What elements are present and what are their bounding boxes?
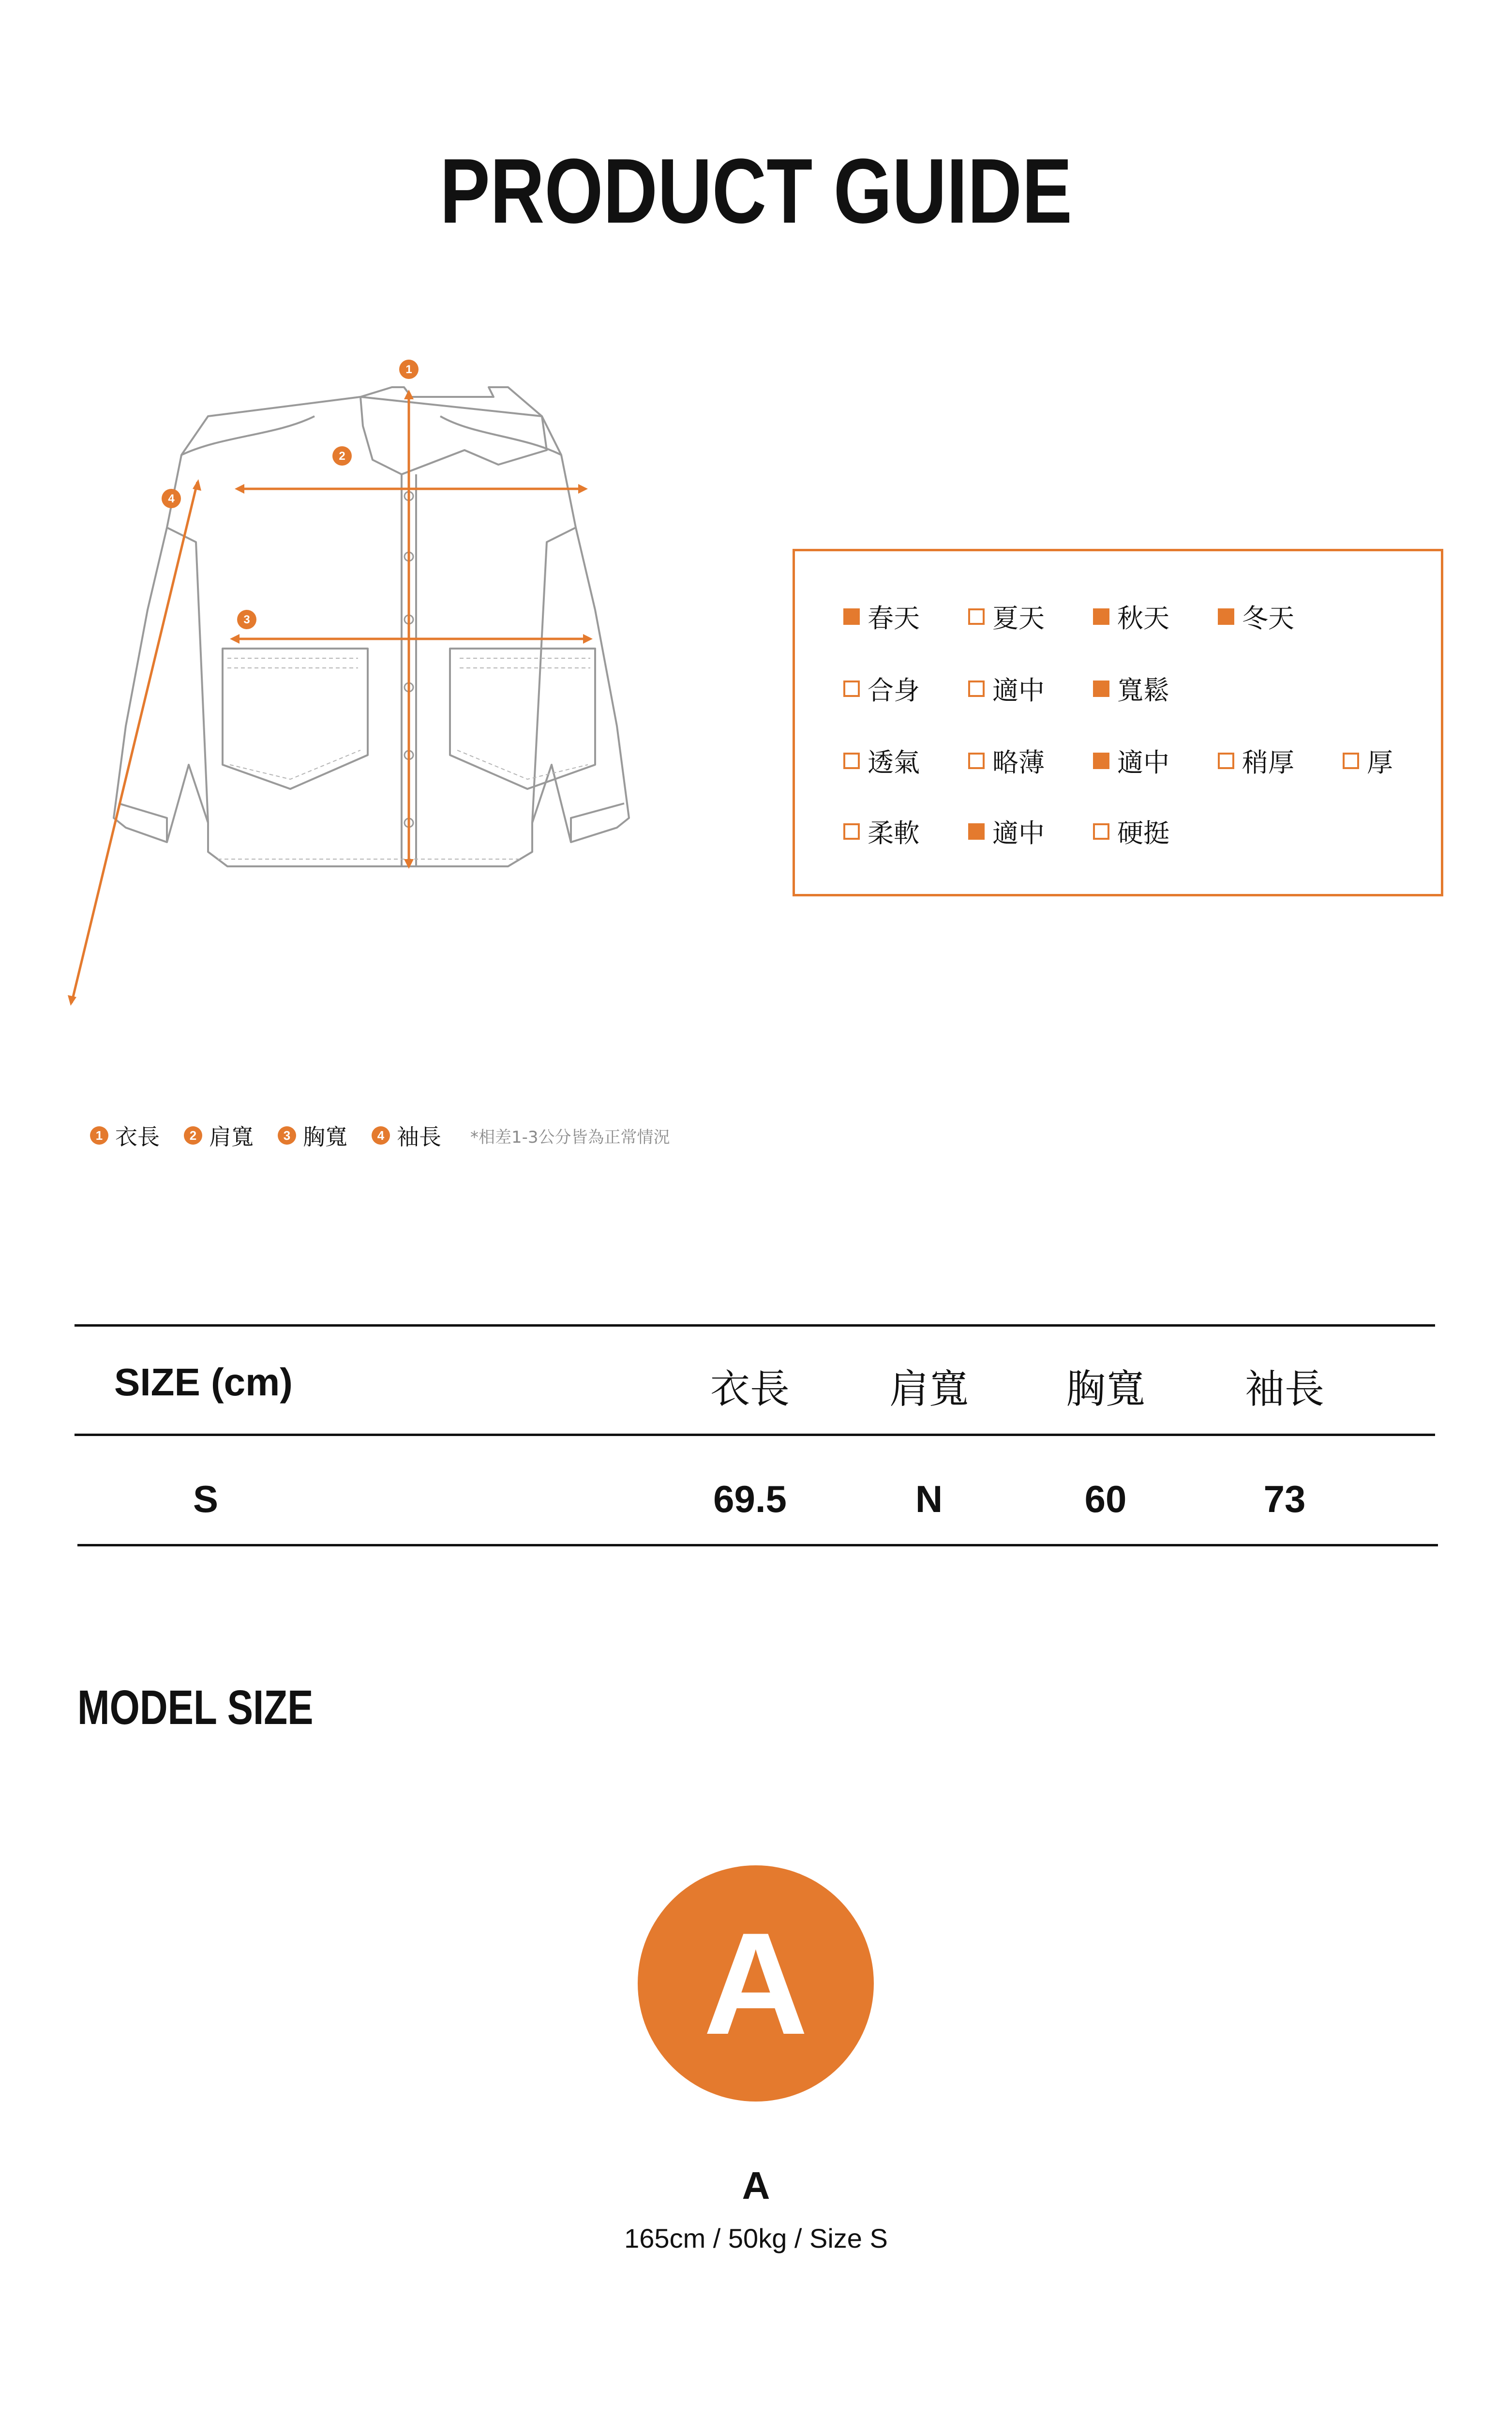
marker-1 [399,360,419,379]
property-option [1343,742,1401,779]
table-header-rule [75,1434,1435,1436]
legend-item-length [90,1119,160,1151]
table-cell-sleeve: 73 [1263,1478,1306,1520]
checkbox-unchecked [843,823,860,840]
option-label: 適中 [992,818,1045,848]
legend-num: 4 [372,1126,390,1145]
page-title: PRODUCT GUIDE [439,140,1073,242]
option-label: 適中 [1117,747,1169,778]
option-label: 春天 [868,603,920,634]
option-label: 透氣 [868,747,920,778]
table-header-chest: 胸寬 [1065,1366,1145,1412]
property-option [968,813,1093,850]
table-cell-shoulder: N [915,1478,943,1520]
property-option [1218,742,1343,779]
marker-3-label: 3 [243,613,250,626]
table-cell-length: 69.5 [713,1478,787,1520]
checkbox-unchecked [1218,753,1234,769]
jacket-outline [114,387,629,866]
legend-num: 3 [278,1126,296,1145]
property-option [1093,742,1218,779]
option-label: 適中 [992,675,1045,706]
checkbox-unchecked [968,753,985,769]
property-option [968,670,1093,707]
marker-3 [237,610,256,629]
option-label: 略薄 [992,747,1045,778]
property-option [843,670,968,707]
property-option [843,813,968,850]
property-option [1093,598,1218,635]
model-detail: 165cm / 50kg / Size S [624,2223,888,2254]
fit-row [843,670,1218,707]
checkbox-checked [843,608,860,625]
property-option [1218,598,1343,635]
property-option [1093,813,1218,850]
texture-row [843,813,1218,850]
legend-num: 2 [184,1126,202,1145]
property-option [968,598,1093,635]
table-top-rule [75,1324,1435,1327]
checkbox-checked [1093,681,1109,697]
sleeve-line [72,482,197,1003]
checkbox-unchecked [1343,753,1359,769]
option-label: 厚 [1367,747,1393,778]
legend-label: 袖長 [397,1124,441,1150]
checkbox-checked [1218,608,1234,625]
property-option [968,742,1093,779]
option-label: 夏天 [992,603,1045,634]
model-badge: A [638,1865,874,2102]
product-properties-panel [793,549,1443,896]
table-header-sleeve: 袖長 [1244,1366,1324,1412]
checkbox-unchecked [968,681,985,697]
table-bottom-rule [77,1544,1438,1546]
table-cell-size: S [193,1478,219,1520]
thickness-row [843,742,1401,779]
jacket-measurement-diagram [63,339,789,1065]
legend-label: 肩寬 [209,1124,254,1150]
option-label: 合身 [868,675,920,706]
legend-label: 衣長 [115,1124,160,1150]
legend-num: 1 [90,1126,108,1145]
measurement-markers [162,360,419,629]
property-option [1093,670,1218,707]
property-option [843,742,968,779]
option-label: 硬挺 [1117,818,1169,848]
checkbox-checked [968,823,985,840]
option-label: 寬鬆 [1117,675,1169,706]
table-header-length: 衣長 [710,1366,790,1412]
legend-item-sleeve [372,1119,441,1151]
checkbox-checked [1093,608,1109,625]
option-label: 柔軟 [868,818,920,848]
model-name: A [742,2164,770,2207]
legend-label: 胸寬 [303,1124,347,1150]
checkbox-unchecked [968,608,985,625]
table-header-shoulder: 肩寬 [889,1366,969,1412]
table-cell-chest: 60 [1084,1478,1127,1520]
checkbox-unchecked [843,753,860,769]
option-label: 秋天 [1117,603,1169,634]
season-row [843,598,1343,635]
marker-2 [332,446,352,466]
model-size-heading: MODEL SIZE [77,1680,314,1735]
marker-1-label: 1 [405,363,412,376]
marker-4 [162,489,181,508]
checkbox-unchecked [1093,823,1109,840]
marker-4-label: 4 [168,492,175,505]
legend-item-chest [278,1119,347,1151]
measurement-lines [68,390,593,1006]
property-option [843,598,968,635]
option-label: 冬天 [1242,603,1294,634]
measurement-legend [90,1121,670,1150]
checkbox-checked [1093,753,1109,769]
marker-2-label: 2 [339,450,345,463]
measurement-note: *相差1-3公分皆為正常情況 [470,1127,670,1147]
legend-item-shoulder [184,1119,254,1151]
checkbox-unchecked [843,681,860,697]
option-label: 稍厚 [1242,747,1294,778]
table-header-size: SIZE (cm) [114,1361,293,1404]
